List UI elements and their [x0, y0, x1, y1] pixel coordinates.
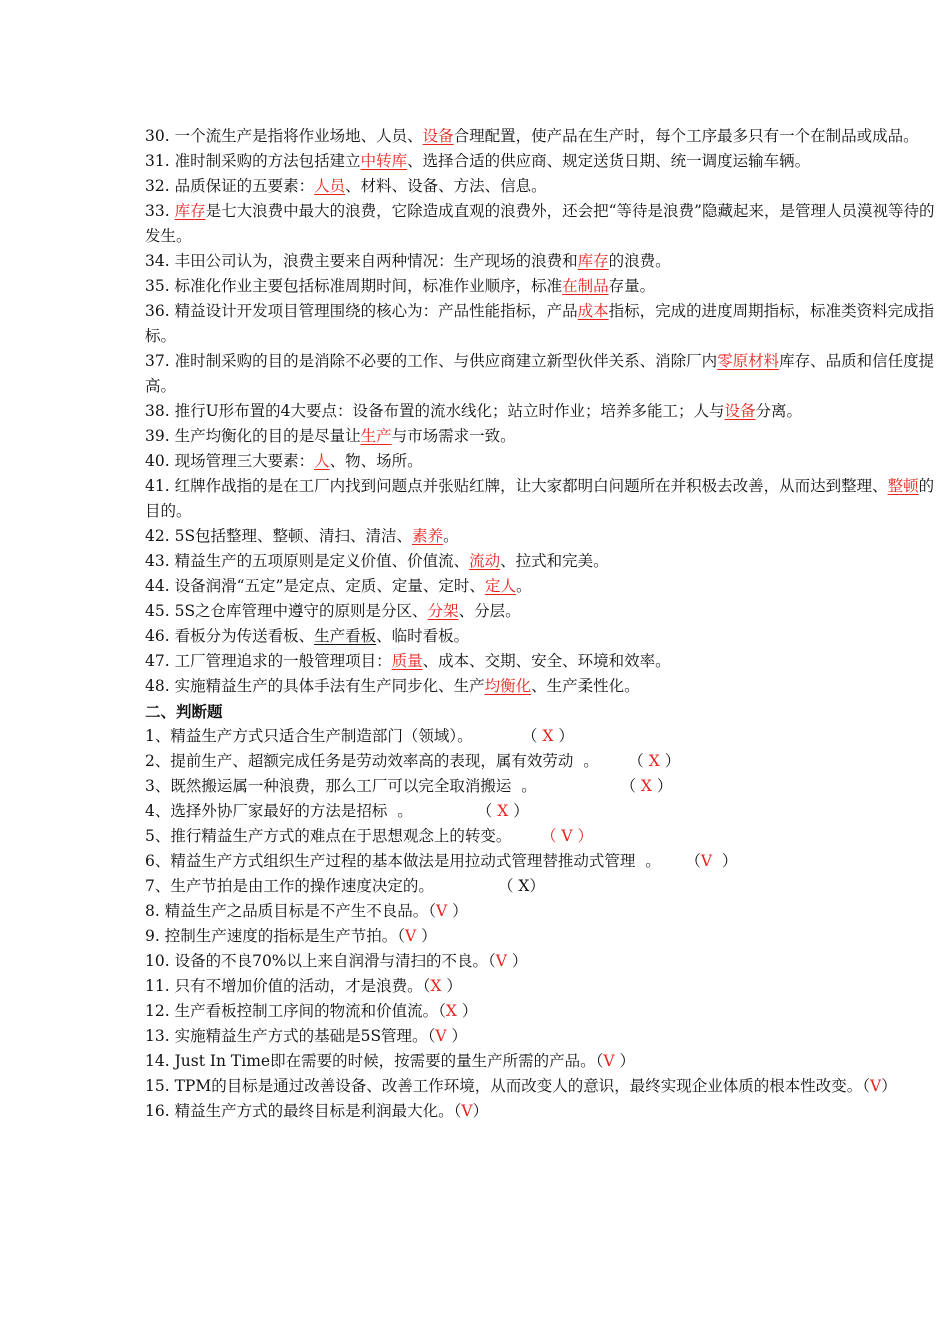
- question-text: 存量。: [608, 277, 656, 295]
- paren-close: ）: [529, 877, 545, 895]
- fill-question: [145, 524, 940, 549]
- fill-question: [145, 424, 940, 449]
- paren-close: ）: [651, 777, 673, 795]
- paren-close: ）: [447, 902, 468, 920]
- judge-question: [145, 949, 940, 974]
- answer-blank: 人员: [314, 177, 346, 195]
- spacing: [473, 727, 522, 745]
- paren-close: ）: [659, 752, 681, 770]
- paren-open: （: [628, 752, 649, 770]
- question-number: 43.: [145, 552, 175, 570]
- question-number: 37.: [145, 352, 175, 370]
- question-number: 46.: [145, 627, 175, 645]
- paren-close: ）: [416, 927, 437, 945]
- question-number: 38.: [145, 402, 175, 420]
- judge-question: [145, 924, 940, 949]
- judge-question: [145, 1074, 945, 1099]
- judge-question: [145, 974, 940, 999]
- question-text: 9. 控制生产速度的指标是生产节拍。: [145, 927, 398, 945]
- question-number: 34.: [145, 252, 175, 270]
- fill-question: [145, 249, 940, 274]
- question-number: 35.: [145, 277, 175, 295]
- question-text: 与市场需求一致。: [391, 427, 516, 445]
- paren-close: ）: [614, 1052, 635, 1070]
- section-heading: 二、判断题: [145, 702, 223, 721]
- judge-question: [145, 899, 940, 924]
- fill-question: [145, 399, 940, 424]
- question-number: 45.: [145, 602, 175, 620]
- paren-open: （: [685, 852, 701, 870]
- question-text: 品质保证的五要素：: [174, 177, 315, 195]
- question-text: 13. 实施精益生产方式的基础是5S管理。: [145, 1027, 428, 1045]
- question-number: 47.: [145, 652, 175, 670]
- document-body: [145, 124, 940, 1124]
- question-text: 工厂管理追求的一般管理项目：: [174, 652, 392, 670]
- fill-question: [145, 124, 940, 149]
- answer-blank: 人: [314, 452, 330, 470]
- question-text: 一个流生产是指将作业场地、人员、: [174, 127, 423, 145]
- question-text: 精益生产的五项原则是定义价值、价值流、: [174, 552, 470, 570]
- question-text: 的目的。: [145, 477, 935, 520]
- fill-question: [145, 274, 940, 299]
- answer-blank: 零原材料: [717, 352, 780, 370]
- question-text: 精益设计开发项目管理围绕的核心为：产品性能指标，产品: [174, 302, 578, 320]
- question-text: 准时制采购的目的是消除不必要的工作、与供应商建立新型伙伴关系、消除厂内: [174, 352, 718, 370]
- paren-close: ）: [456, 1002, 478, 1020]
- judgement-mark: V: [561, 827, 573, 845]
- paren-open: （: [521, 727, 543, 745]
- judge-question: [145, 874, 940, 899]
- judge-question: [145, 724, 940, 749]
- judge-question: [145, 849, 940, 874]
- judgement-mark: V: [869, 1077, 882, 1095]
- answer-blank: 库存: [174, 202, 206, 220]
- spacing: [661, 852, 686, 870]
- answer-blank: 生产: [360, 427, 392, 445]
- question-number: 40.: [145, 452, 175, 470]
- judgement-mark: V: [495, 952, 507, 970]
- question-text: 3、既然搬运属一种浪费，那么工厂可以完全取消搬运 。: [145, 777, 537, 795]
- fill-question: [145, 149, 940, 174]
- question-text: 5S之仓库管理中遵守的原则是分区、: [174, 602, 428, 620]
- paren-close: ）: [508, 802, 529, 820]
- question-text: 看板分为传送看板、: [174, 627, 315, 645]
- question-text: 、材料、设备、方法、信息。: [345, 177, 547, 195]
- paren-open: （: [620, 777, 641, 795]
- question-text: 5S包括整理、整顿、清扫、清洁、: [174, 527, 413, 545]
- fill-question: [145, 624, 940, 649]
- question-text: 的浪费。: [608, 252, 671, 270]
- paren-open: （: [397, 927, 405, 945]
- paren-open: （: [488, 952, 496, 970]
- answer-blank: 设备: [422, 127, 454, 145]
- question-text: 、生产柔性化。: [531, 677, 640, 695]
- judgement-mark: X: [430, 977, 442, 995]
- question-text: 。: [515, 577, 532, 595]
- judgement-mark: X: [648, 752, 660, 770]
- fill-question: [145, 574, 940, 599]
- paren-close: ）: [712, 852, 738, 870]
- judgement-mark: X: [518, 877, 530, 895]
- answer-blank: 成本: [577, 302, 609, 320]
- question-text: 2、提前生产、超额完成任务是劳动效率高的表现，属有效劳动 。: [145, 752, 599, 770]
- question-text: 。: [443, 527, 459, 545]
- answer-blank: 中转库: [360, 152, 408, 170]
- judgement-mark: X: [542, 727, 554, 745]
- fill-question: [145, 174, 940, 199]
- paren-open: （: [595, 1052, 604, 1070]
- answer-blank: 质量: [391, 652, 423, 670]
- fill-question: [145, 474, 940, 524]
- paren-open: （: [438, 1002, 446, 1020]
- judgement-mark: V: [404, 927, 417, 945]
- answer-blank: 整顿: [887, 477, 919, 495]
- question-number: 44.: [145, 577, 175, 595]
- paren-open: （: [862, 1077, 870, 1095]
- question-text: 生产均衡化的目的是尽量让: [174, 427, 361, 445]
- fill-question: [145, 449, 940, 474]
- question-text: 15. TPM的目标是通过改善设备、改善工作环境，从而改变人的意识，最终实现企业体质的根本性改变。: [145, 1077, 863, 1095]
- paren-open: （: [540, 827, 562, 845]
- judgement-mark: X: [445, 1002, 457, 1020]
- question-text: 14. Just In Time即在需要的时候，按需要的量生产所需的产品。: [145, 1052, 596, 1070]
- question-text: 、物、场所。: [329, 452, 423, 470]
- judge-question: [145, 774, 940, 799]
- question-text: 准时制采购的方法包括建立: [174, 152, 361, 170]
- answer-blank: 在制品: [562, 277, 609, 295]
- spacing: [599, 752, 629, 770]
- answer-blank: 均衡化: [484, 677, 532, 695]
- question-text: 合理配置，使产品在生产时，每个工序最多只有一个在制品或成品。: [453, 127, 919, 145]
- spacing: [511, 827, 541, 845]
- paren-close: ）: [446, 1027, 467, 1045]
- judgement-mark: X: [640, 777, 652, 795]
- question-number: 39.: [145, 427, 175, 445]
- paren-close: ）: [553, 727, 574, 745]
- fill-question: [145, 649, 940, 674]
- question-text: 4、选择外协厂家最好的方法是招标 。: [145, 802, 413, 820]
- answer-blank: 设备: [724, 402, 756, 420]
- answer-blank: 定人: [484, 577, 516, 595]
- fill-question: [145, 299, 940, 349]
- spacing: [413, 802, 477, 820]
- fill-question: [145, 599, 940, 624]
- fill-question: [145, 199, 940, 249]
- answer-blank: 生产看板: [314, 627, 377, 645]
- paren-close: ）: [507, 952, 528, 970]
- question-text: 、拉式和完美。: [500, 552, 609, 570]
- judge-question: [145, 999, 940, 1024]
- answer-blank: 分架: [427, 602, 459, 620]
- question-text: 7、生产节拍是由工作的操作速度决定的。: [145, 877, 434, 895]
- true-false-section: [145, 724, 940, 1124]
- question-text: 设备润滑“五定”是定点、定质、定量、定时、: [174, 577, 485, 595]
- paren-open: （: [476, 802, 498, 820]
- paren-open: （: [428, 902, 436, 920]
- question-text: 5、推行精益生产方式的难点在于思想观念上的转变。: [145, 827, 512, 845]
- answer-blank: 素养: [412, 527, 444, 545]
- question-text: 实施精益生产的具体手法有生产同步化、生产: [174, 677, 485, 695]
- judgement-mark: V: [603, 1052, 615, 1070]
- fill-question: [145, 549, 940, 574]
- judge-question: [145, 1099, 940, 1124]
- judge-question: [145, 824, 940, 849]
- question-text: 8. 精益生产之品质目标是不产生不良品。: [145, 902, 429, 920]
- question-number: 41.: [145, 477, 175, 495]
- question-text: 是七大浪费中最大的浪费，它除造成直观的浪费外，还会把“等待是浪费”隐藏起来，是管理人员漠视等待的发生。: [145, 202, 935, 245]
- question-text: 库存、品质和信任度提高。: [145, 352, 935, 395]
- fill-question: [145, 349, 940, 399]
- question-text: 现场管理三大要素：: [174, 452, 315, 470]
- question-text: 指标，完成的进度周期指标，标准类资料完成指标。: [145, 302, 935, 345]
- question-text: 红牌作战指的是在工厂内找到问题点并张贴红牌，让大家都明白问题所在并积极去改善，从而达到整理、: [174, 477, 888, 495]
- question-text: 12. 生产看板控制工序间的物流和价值流。: [145, 1002, 439, 1020]
- question-number: 32.: [145, 177, 175, 195]
- judge-question: [145, 799, 940, 824]
- question-text: 10. 设备的不良70%以上来自润滑与清扫的不良。: [145, 952, 489, 970]
- question-text: 丰田公司认为，浪费主要来自两种情况：生产现场的浪费和: [174, 252, 578, 270]
- question-number: 42.: [145, 527, 175, 545]
- judgement-mark: V: [435, 902, 448, 920]
- question-number: 48.: [145, 677, 175, 695]
- judge-question: [145, 749, 940, 774]
- judge-question: [145, 1024, 940, 1049]
- paren-close: ）: [572, 827, 594, 845]
- paren-close: ）: [441, 977, 462, 995]
- question-text: 1、精益生产方式只适合生产制造部门（领域）。: [145, 727, 473, 745]
- question-number: 30.: [145, 127, 175, 145]
- question-number: 36.: [145, 302, 175, 320]
- judgement-mark: V: [435, 1027, 447, 1045]
- paren-open: （: [427, 1027, 436, 1045]
- question-text: 、成本、交期、安全、环境和效率。: [422, 652, 671, 670]
- paren-close: ）: [881, 1077, 897, 1095]
- question-number: 31.: [145, 152, 175, 170]
- question-text: 、临时看板。: [376, 627, 470, 645]
- question-number: 33.: [145, 202, 175, 220]
- judgement-mark: V: [461, 1102, 473, 1120]
- question-text: 分离。: [755, 402, 803, 420]
- paren-open: （: [497, 877, 519, 895]
- answer-blank: 流动: [469, 552, 501, 570]
- paren-close: ）: [472, 1102, 489, 1120]
- question-text: 推行U形布置的4大要点：设备布置的流水线化；站立时作业；培养多能工；人与: [174, 402, 725, 420]
- question-text: 11. 只有不增加价值的活动，才是浪费。: [145, 977, 423, 995]
- question-text: 6、精益生产方式组织生产过程的基本做法是用拉动式管理替推动式管理 。: [145, 852, 661, 870]
- fill-question: [145, 674, 940, 699]
- question-text: 16. 精益生产方式的最终目标是利润最大化。: [145, 1102, 454, 1120]
- spacing: [434, 877, 498, 895]
- paren-open: （: [453, 1102, 462, 1120]
- judge-question: [145, 1049, 940, 1074]
- answer-blank: 库存: [577, 252, 609, 270]
- fill-in-blank-section: [145, 124, 940, 699]
- judgement-mark: V: [700, 852, 713, 870]
- judgement-mark: X: [497, 802, 509, 820]
- paren-open: （: [422, 977, 431, 995]
- spacing: [537, 777, 621, 795]
- question-text: 、选择合适的供应商、规定送货日期、统一调度运输车辆。: [407, 152, 811, 170]
- question-text: 标准化作业主要包括标准周期时间，标准作业顺序，标准: [174, 277, 563, 295]
- question-text: 、分层。: [458, 602, 521, 620]
